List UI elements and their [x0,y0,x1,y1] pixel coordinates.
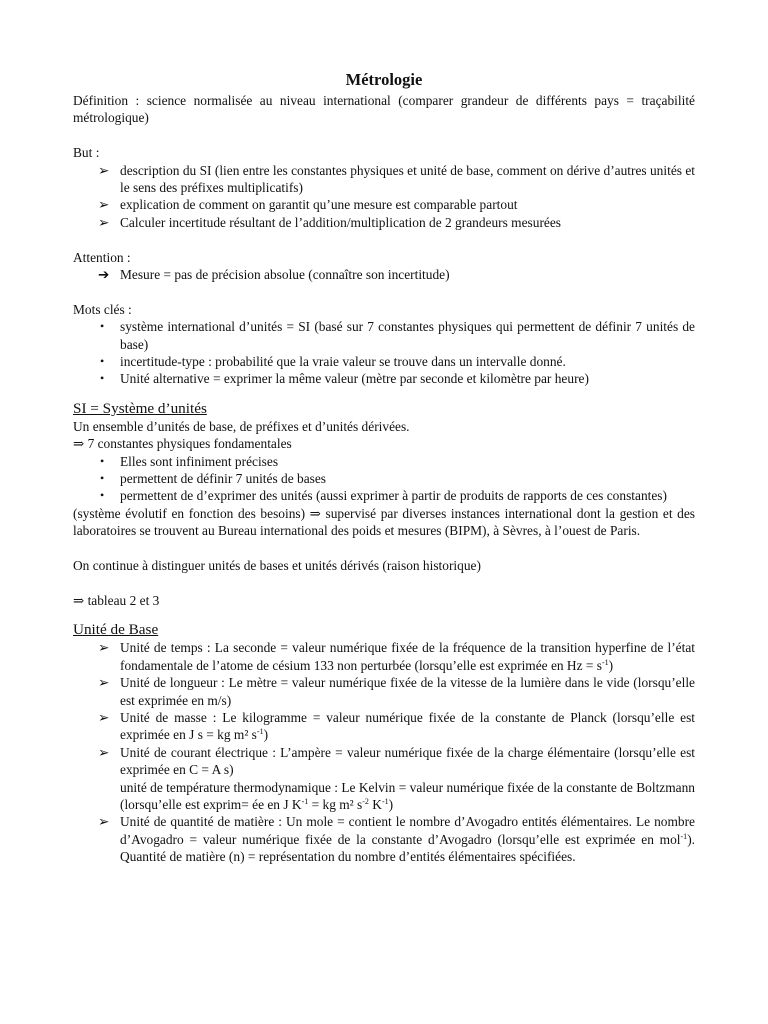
list-item-text: système international d’unités = SI (basé sur 7 constantes physiques qui permettent de définir 7 unités de base) [120,319,695,352]
spacer [73,609,695,620]
continue-line: On continue à distinguer unités de bases et unités dérivés (raison historique) [73,558,481,574]
arrow-bullet-icon: ➢ [98,709,110,725]
si-line-2: ⇒ 7 constantes physiques fondamentales [73,436,292,452]
temperature-paragraph [73,779,695,814]
list-item [73,162,695,197]
arrow-bullet-icon: ➢ [98,814,110,830]
superscript: -1 [301,796,309,806]
list-item-text: explication de comment on garantit qu’une mesure est comparable partout [120,197,518,213]
arrow-bullet-icon: ➢ [98,675,110,691]
spacer [73,127,695,144]
arrow-bullet-icon: ➢ [98,162,110,178]
arrow-bullet-icon: ➢ [98,640,110,656]
superscript: -1 [381,796,389,806]
spacer [73,575,695,592]
attention-list [73,266,695,283]
list-item-text: Mesure = pas de précision absolue (connaître son incertitude) [120,267,450,283]
mots-cles-label: Mots clés : [73,301,132,317]
superscript: -1 [256,727,264,737]
temperature-text: = kg m² s [308,796,363,812]
list-item-tail: ) [263,727,269,743]
list-item [73,318,695,353]
list-item [73,266,695,283]
bullet-dot-icon: • [100,453,105,468]
si-heading: SI = Système d’unités [73,399,207,417]
superscript: -1 [602,657,609,667]
arrow-bullet-icon: ➢ [98,214,110,230]
but-label: But : [73,145,100,161]
definition-paragraph: Définition : science normalisée au niveau international (comparer grandeur de différents pays = traçabilité métrologique) [73,93,695,126]
arrow-bullet-icon: ➢ [98,744,110,760]
si-list [73,453,695,505]
base-units-list-continued [73,813,695,865]
spacer [73,540,695,557]
si-line-1: Un ensemble d’unités de base, de préfixes et d’unités dérivées. [73,418,410,434]
list-item-temps [73,639,695,674]
bullet-dot-icon: • [100,488,105,503]
base-units-list [73,639,695,778]
list-item-text: incertitude-type : probabilité que la vraie valeur se trouve dans un intervalle donné. [120,354,566,370]
list-item-text: Unité de longueur : Le mètre = valeur numérique fixée de la vitesse de la lumière dans le vide (lorsqu’elle est exprimée en m/s) [120,675,695,708]
list-item-text: permettent de d’exprimer des unités (aussi exprimer à partir de produits de rapports de ces constantes) [120,488,667,504]
attention-label: Attention : [73,249,131,265]
list-item-text: description du SI (lien entre les constantes physiques et unité de base, comment on dérive d’autres unités et le sens des préfixes multiplicatifs) [120,162,695,196]
temperature-text: ) [388,796,394,812]
list-item [73,353,695,370]
list-item-courant [73,744,695,779]
list-item-quantite [73,813,695,865]
bullet-dot-icon: • [100,371,105,386]
arrow-bullet-icon: ➢ [98,197,110,213]
list-item-tail: ) [608,657,614,673]
si-paragraph: (système évolutif en fonction des besoins) ⇒ supervisé par diverses instances international dont la gestion et des laboratoires se trouvent au Bureau international des poids et mesures (BIPM), à Sèvres, à l’ouest de Paris. [73,505,695,539]
list-item [73,470,695,487]
superscript: -1 [680,831,688,841]
list-item-text: Unité de quantité de matière : Un mole = contient le nombre d’Avogadro entités élémentaires. Le nombre d’Avogadro = valeur numérique fixée de la constante d’Avogadro (lorsqu’elle est exprimée en mol [120,814,695,847]
list-item [73,453,695,470]
spacer [73,388,695,399]
list-item-masse [73,709,695,744]
but-list [73,162,695,232]
spacer [73,231,695,248]
base-heading: Unité de Base [73,621,159,639]
bold-arrow-icon: ➔ [98,267,110,283]
list-item [73,196,695,213]
temperature-text: unité de température thermodynamique : Le Kelvin = valeur numérique fixée de la constante de Boltzmann (lorsqu’elle est exprim= ée en J K [120,779,695,812]
page-title: Métrologie [345,70,423,89]
bullet-dot-icon: • [100,319,105,334]
list-item [73,487,695,504]
list-item-text: Unité de masse : Le kilogramme = valeur numérique fixée de la constante de Planck (lorsqu’elle est exprimée en J s = kg m² s [120,709,695,743]
mots-cles-list [73,318,695,388]
list-item [73,214,695,231]
list-item-text: Unité alternative = exprimer la même valeur (mètre par seconde et kilomètre par heure) [120,371,589,387]
list-item-text: ). Quantité de matière (n) = représentation du nombre d’entités élémentaires spécifiées. [120,831,695,865]
temperature-text: K [368,796,382,812]
list-item-text: Calculer incertitude résultant de l’addition/multiplication de 2 grandeurs mesurées [120,214,562,230]
bullet-dot-icon: • [100,471,105,486]
list-item-text: Elles sont infiniment précises [120,453,279,469]
list-item-longueur [73,674,695,709]
list-item-text: Unité de temps : La seconde = valeur numérique fixée de la fréquence de la transition hyperfine de l’état fondamentale de l’atome de césium 133 non perturbée (lorsqu’elle est exprimée en Hz = s [120,640,695,673]
tableau-line: ⇒ tableau 2 et 3 [73,592,160,608]
list-item-text: Unité de courant électrique : L’ampère = valeur numérique fixée de la charge élémentaire (lorsqu’elle est exprimée en C = A s) [120,744,695,778]
list-item-text: permettent de définir 7 unités de bases [120,471,326,487]
bullet-dot-icon: • [100,354,105,369]
superscript: -2 [362,796,369,806]
spacer [73,283,695,300]
list-item [73,370,695,387]
